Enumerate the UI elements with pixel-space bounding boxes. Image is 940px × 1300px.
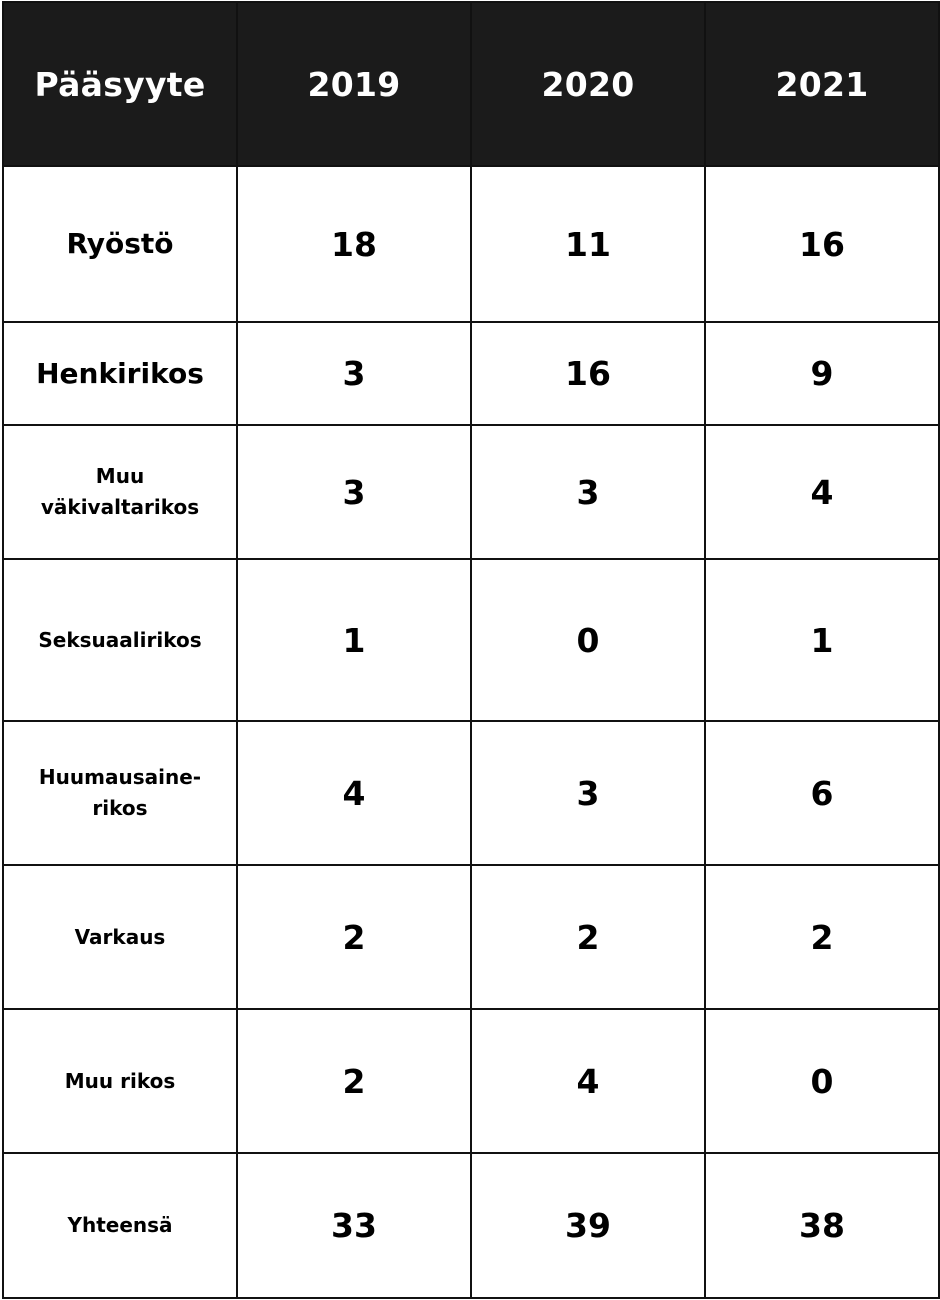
value-cell-2021: 38 (705, 1153, 939, 1298)
value-cell-2019: 3 (237, 322, 471, 425)
row-label-cell: Seksuaalirikos (3, 559, 237, 721)
value-cell-2019: 2 (237, 865, 471, 1009)
row-label-cell: Muu rikos (3, 1009, 237, 1153)
table-row (3, 1009, 939, 1153)
table-row (3, 559, 939, 721)
value-cell-2021: 0 (705, 1009, 939, 1153)
value-cell-2021: 4 (705, 425, 939, 559)
table-body (3, 166, 939, 1298)
header-cell-2019: 2019 (237, 2, 471, 166)
value-cell-2021: 9 (705, 322, 939, 425)
value-cell-2021: 16 (705, 166, 939, 322)
row-label-cell: Varkaus (3, 865, 237, 1009)
table-row (3, 425, 939, 559)
table-row (3, 1153, 939, 1298)
value-cell-2020: 3 (471, 721, 705, 865)
crime-statistics-table (2, 1, 940, 1299)
value-cell-2019: 2 (237, 1009, 471, 1153)
row-label-cell: Muu väkivaltarikos (3, 425, 237, 559)
value-cell-2020: 16 (471, 322, 705, 425)
value-cell-2019: 33 (237, 1153, 471, 1298)
value-cell-2019: 1 (237, 559, 471, 721)
table-header (3, 2, 939, 166)
value-cell-2021: 2 (705, 865, 939, 1009)
row-label-cell: Yhteensä (3, 1153, 237, 1298)
table-row (3, 322, 939, 425)
row-label-cell: Huumausaine- rikos (3, 721, 237, 865)
value-cell-2020: 2 (471, 865, 705, 1009)
value-cell-2020: 3 (471, 425, 705, 559)
table-row (3, 721, 939, 865)
header-row (3, 2, 939, 166)
header-cell-2020: 2020 (471, 2, 705, 166)
header-cell-2021: 2021 (705, 2, 939, 166)
row-label-cell: Ryöstö (3, 166, 237, 322)
table-row (3, 865, 939, 1009)
value-cell-2020: 0 (471, 559, 705, 721)
value-cell-2020: 11 (471, 166, 705, 322)
value-cell-2020: 39 (471, 1153, 705, 1298)
value-cell-2019: 18 (237, 166, 471, 322)
value-cell-2019: 3 (237, 425, 471, 559)
value-cell-2021: 6 (705, 721, 939, 865)
table-row (3, 166, 939, 322)
row-label-cell: Henkirikos (3, 322, 237, 425)
value-cell-2020: 4 (471, 1009, 705, 1153)
value-cell-2019: 4 (237, 721, 471, 865)
header-cell-main-charge: Pääsyyte (3, 2, 237, 166)
value-cell-2021: 1 (705, 559, 939, 721)
